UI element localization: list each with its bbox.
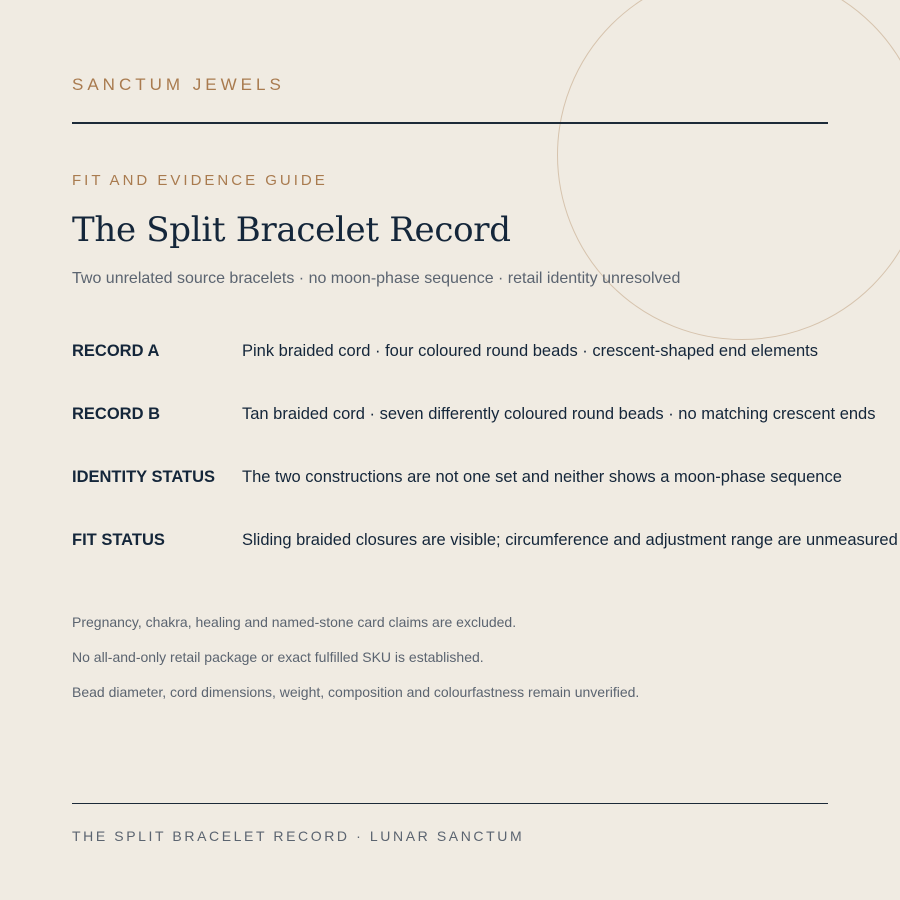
record-row-fit-status (72, 531, 900, 555)
page-title: The Split Bracelet Record (72, 210, 511, 250)
record-key: FIT STATUS (72, 531, 165, 549)
record-row-a (72, 342, 900, 366)
record-row-identity-status (72, 468, 900, 492)
footer-text: THE SPLIT BRACELET RECORD · LUNAR SANCTUM (72, 828, 525, 844)
record-key: RECORD B (72, 405, 161, 423)
brand-name: SANCTUM JEWELS (72, 75, 285, 94)
footer-divider (72, 803, 828, 804)
record-value: Pink braided cord · four coloured round beads · crescent-shaped end elements (242, 342, 819, 360)
header-divider (72, 122, 828, 124)
decorative-circle (557, 0, 900, 340)
record-row-b (72, 405, 900, 429)
exclusion-note: Bead diameter, cord dimensions, weight, composition and colourfastness remain unverified. (72, 684, 640, 700)
record-key: RECORD A (72, 342, 160, 360)
record-value: The two constructions are not one set and neither shows a moon-phase sequence (242, 468, 842, 486)
record-key: IDENTITY STATUS (72, 468, 216, 486)
record-value: Sliding braided closures are visible; circumference and adjustment range are unmeasured (242, 531, 898, 549)
section-eyebrow: FIT AND EVIDENCE GUIDE (72, 172, 328, 189)
exclusion-note: No all-and-only retail package or exact fulfilled SKU is established. (72, 649, 484, 665)
record-value: Tan braided cord · seven differently coloured round beads · no matching crescent ends (242, 405, 876, 423)
page-subtitle: Two unrelated source bracelets · no moon-phase sequence · retail identity unresolved (72, 270, 681, 287)
exclusion-note: Pregnancy, chakra, healing and named-stone card claims are excluded. (72, 614, 517, 630)
